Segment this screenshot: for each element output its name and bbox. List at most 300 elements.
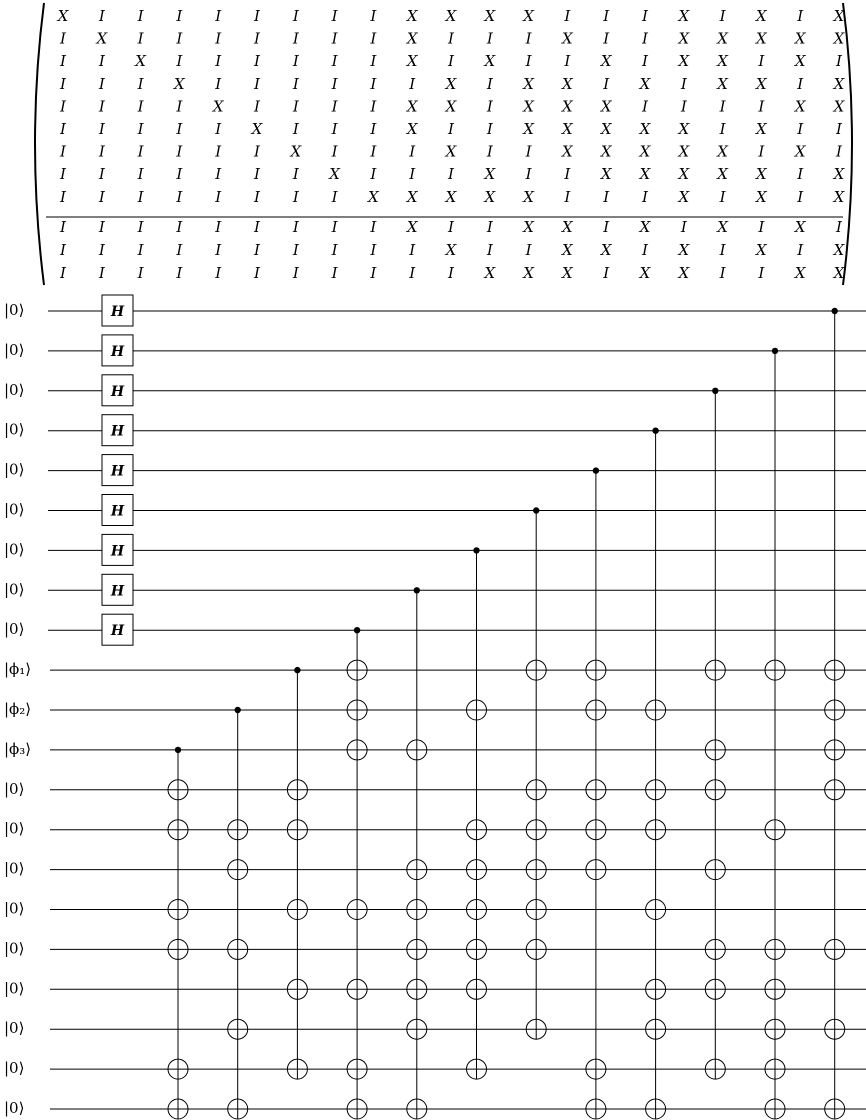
matrix-entry: I [176,97,183,116]
matrix-entry: I [137,165,144,184]
control-dot [175,747,181,753]
target-oplus [646,820,666,840]
matrix-entry: I [719,120,726,138]
target-oplus [646,1019,666,1039]
target-oplus [705,740,725,760]
matrix-entry: X [445,7,457,25]
matrix-entry: X [523,218,534,236]
matrix-entry: I [98,218,105,236]
hadamard-gate-label: H [110,543,125,560]
target-oplus [407,860,427,880]
matrix-entry: X [600,165,612,184]
matrix-entry: I [60,120,66,138]
matrix-entry: X [833,264,845,282]
matrix-entry: I [603,7,610,25]
matrix-entry: I [486,218,493,236]
matrix-entry: I [331,29,338,48]
matrix-entry: X [484,52,496,71]
matrix-entry: X [523,7,534,25]
matrix-entry: I [215,165,222,184]
matrix-entry: I [603,29,610,48]
matrix-entry: X [833,97,845,116]
hadamard-gate-label: H [110,463,125,480]
target-oplus [705,979,725,999]
matrix-entry: I [370,97,377,116]
matrix-entry: I [758,52,765,71]
matrix-entry: I [758,218,765,236]
qubit-label: |0⟩ [4,500,25,519]
matrix-entry: I [215,187,222,206]
target-oplus [526,900,546,920]
qubit-label: |0⟩ [4,899,25,918]
matrix-entry: X [406,29,418,48]
cnot-gate [168,747,188,1119]
target-oplus [467,900,487,920]
target-oplus [526,660,546,680]
target-oplus [765,939,785,959]
target-oplus [765,1019,785,1039]
target-oplus [407,939,427,959]
matrix-right-paren [843,3,852,285]
qubit-label: |ϕ₃⟩ [4,739,32,758]
matrix-entry: I [292,97,299,116]
qubit-label: |0⟩ [4,620,25,639]
matrix-entry: I [680,74,687,93]
matrix-entry: I [680,218,687,236]
matrix-row [59,97,846,115]
matrix-entry: X [756,120,767,138]
matrix-entry: X [678,120,690,138]
matrix-entry: X [562,120,573,138]
matrix-entry: X [406,7,418,25]
matrix-entry: X [639,264,651,282]
matrix-entry: I [680,97,687,116]
matrix-row [59,165,846,183]
control-dot [414,587,420,593]
matrix-entry: X [523,120,534,138]
target-oplus [347,660,367,680]
target-oplus [586,1099,606,1119]
matrix-entry: I [60,142,66,161]
target-oplus [228,860,248,880]
matrix-left-paren [35,3,44,285]
matrix-entry: X [794,29,806,48]
matrix-entry: I [98,187,105,206]
target-oplus [765,660,785,680]
matrix-entry: I [486,241,493,259]
target-oplus [467,979,487,999]
matrix-entry: I [60,264,66,282]
qubit-label: |0⟩ [4,380,25,399]
target-oplus [287,900,307,920]
matrix-entry: X [135,52,146,71]
qubit-label: |0⟩ [4,1059,25,1078]
matrix-entry: X [717,218,728,236]
matrix-entry: X [600,241,612,259]
target-oplus [586,660,606,680]
target-oplus [407,1099,427,1119]
control-dot [593,467,599,473]
matrix-entry: I [836,142,842,161]
target-oplus [586,780,606,800]
matrix-entry: I [486,142,493,161]
target-oplus [347,1099,367,1119]
matrix-entry: X [290,142,302,161]
matrix-entry: X [523,187,534,206]
matrix-entry: X [717,29,728,48]
qubit-label: |0⟩ [4,1019,25,1038]
target-oplus [825,1019,845,1039]
matrix-entry: I [409,142,416,161]
matrix-entry: X [562,97,573,116]
matrix-entry: I [137,264,144,282]
matrix-entry: I [215,120,222,138]
matrix-entry: X [600,142,612,161]
matrix-entry: I [60,241,66,259]
matrix-entry: I [370,120,377,138]
matrix-entry: I [254,7,260,25]
matrix-entry: I [176,241,183,259]
matrix-entry: X [833,74,845,93]
matrix-entry: I [370,241,377,259]
cnot-gate [765,348,785,1119]
cnot-gate [467,547,487,1079]
matrix-entry: X [523,264,534,282]
quantum-circuit [4,295,866,1119]
control-dot [294,667,300,673]
matrix-entry: X [833,165,845,184]
matrix-entry: I [370,7,377,25]
hadamard-gate-label: H [110,304,125,320]
matrix-entry: I [331,218,338,236]
matrix-entry: I [98,264,105,282]
control-dot [832,308,838,314]
target-oplus [705,860,725,880]
control-dot [473,547,479,553]
matrix-entry: I [603,74,610,93]
matrix-entry: I [448,120,454,138]
matrix-entry: X [406,52,418,71]
matrix-entry: I [215,74,222,93]
matrix-entry: I [215,52,222,71]
cnot-gate [228,707,248,1119]
cnot-gate [646,428,666,1120]
matrix-entry: X [756,74,767,93]
matrix-entry: I [254,264,260,282]
matrix-entry: I [292,29,299,48]
target-oplus [168,900,188,920]
target-oplus [526,1019,546,1039]
matrix-entry: X [406,97,418,116]
matrix-entry: I [448,29,454,48]
matrix-entry: I [215,7,222,25]
target-oplus [825,939,845,959]
matrix-entry: I [98,120,105,138]
target-oplus [825,700,845,720]
control-dot [652,428,658,434]
matrix-entry: I [370,52,377,71]
matrix-entry: X [639,218,651,236]
matrix-entry: I [137,120,144,138]
matrix-entry: I [292,187,299,206]
matrix-entry: X [600,97,612,116]
matrix-entry: I [331,74,338,93]
matrix-entry: X [756,241,767,259]
matrix-entry: I [215,29,222,48]
matrix-entry: X [562,29,573,48]
target-oplus [705,780,725,800]
matrix-entry: I [137,187,144,206]
matrix-entry: X [562,264,573,282]
target-oplus [168,780,188,800]
matrix-row [57,7,846,25]
target-oplus [586,1059,606,1079]
target-oplus [407,1019,427,1039]
matrix-entry: X [678,52,690,71]
matrix-entry: I [292,7,299,25]
matrix-entry: I [448,165,454,184]
matrix-entry: I [758,97,765,116]
matrix-entry: I [564,165,571,184]
matrix-entry: I [60,29,66,48]
target-oplus [765,979,785,999]
qubit-label: |0⟩ [4,939,25,958]
matrix-entry: X [600,52,612,71]
matrix-entry: I [215,241,222,259]
target-oplus [287,979,307,999]
matrix-entry: I [215,218,222,236]
matrix-entry: X [445,142,457,161]
target-oplus [287,780,307,800]
matrix-entry: X [445,97,457,116]
matrix-entry: X [96,29,108,48]
matrix-entry: X [678,7,690,25]
matrix-entry: I [486,29,493,48]
matrix-entry: X [756,29,767,48]
matrix-entry: I [409,264,416,282]
target-oplus [168,820,188,840]
cnot-gate [526,507,546,1039]
matrix-entry: X [251,120,263,138]
matrix-entry: X [756,187,767,206]
matrix-row [59,264,846,282]
matrix-entry: I [98,52,105,71]
matrix-entry: I [254,187,260,206]
matrix-entry: I [797,74,804,93]
matrix-row [59,30,846,48]
matrix-entry: I [176,120,183,138]
matrix-entry: I [60,52,66,71]
cnot-gate [407,587,427,1119]
matrix-entry: I [370,218,377,236]
matrix-entry: X [678,264,690,282]
hadamard-gate-label: H [110,383,125,400]
matrix-entry: X [484,165,496,184]
matrix-entry: X [484,7,496,25]
matrix-entry: I [292,241,299,259]
matrix-entry: X [174,74,185,93]
control-dot [772,348,778,354]
qubit-label: |ϕ₁⟩ [4,660,32,679]
matrix-entry: I [525,241,532,259]
target-oplus [765,820,785,840]
matrix-entry: X [678,29,690,48]
matrix-entry: I [603,218,610,236]
matrix-entry: I [215,264,222,282]
matrix-entry: X [794,97,806,116]
matrix-entry: X [639,165,651,184]
matrix-entry: I [642,52,648,71]
matrix-entry: X [445,241,457,259]
matrix-entry: X [717,165,728,184]
matrix-entry: X [756,165,767,184]
matrix-entry: I [137,97,144,116]
matrix-entry: I [797,7,804,25]
matrix-entry: X [756,7,767,25]
matrix-entry: I [331,120,338,138]
matrix-entry: I [409,241,416,259]
matrix-entry: X [833,241,845,259]
matrix-entry: I [486,97,493,116]
matrix-entry: I [60,74,66,93]
matrix-entry: X [794,218,806,236]
qubit-label: |0⟩ [4,979,25,998]
target-oplus [467,1059,487,1079]
matrix-entry: I [758,142,765,161]
target-oplus [646,1099,666,1119]
matrix-entry: X [406,218,418,236]
target-oplus [228,1019,248,1039]
target-oplus [526,939,546,959]
matrix-entry: X [406,187,418,206]
matrix-entry: X [639,120,651,138]
stabilizer-matrix [35,3,852,285]
cnot-gate [825,308,845,1119]
qubit-label: |0⟩ [4,779,25,798]
target-oplus [705,660,725,680]
matrix-entry: X [562,241,573,259]
qubit-label: |0⟩ [4,819,25,838]
matrix-entry: I [98,142,105,161]
target-oplus [347,979,367,999]
matrix-entry: X [523,97,534,116]
matrix-entry: I [98,241,105,259]
target-oplus [825,660,845,680]
matrix-entry: I [176,142,183,161]
matrix-entry: I [719,97,726,116]
matrix-entry: I [448,264,454,282]
qubit-label: |0⟩ [4,859,25,878]
target-oplus [347,700,367,720]
qubit-label: |0⟩ [4,460,25,479]
target-oplus [586,700,606,720]
control-dot [533,507,539,513]
matrix-entry: I [137,218,144,236]
matrix-entry: I [176,7,183,25]
target-oplus [228,1099,248,1119]
matrix-entry: I [448,218,454,236]
target-oplus [347,740,367,760]
matrix-entry: I [370,264,377,282]
matrix-entry: I [525,165,532,184]
matrix-entry: I [331,142,338,161]
matrix-row [59,75,846,93]
matrix-entry: X [833,187,845,206]
matrix-entry: I [525,52,532,71]
matrix-entry: X [833,29,845,48]
target-oplus [168,939,188,959]
matrix-entry: X [717,52,728,71]
matrix-entry: I [836,52,842,71]
matrix-entry: X [329,165,340,184]
matrix-entry: X [794,142,806,161]
matrix-entry: I [98,74,105,93]
matrix-entry: X [678,142,690,161]
matrix-entry: I [331,187,338,206]
matrix-entry: I [331,52,338,71]
matrix-entry: I [292,52,299,71]
matrix-entry: X [445,74,457,93]
target-oplus [168,1099,188,1119]
qubit-label: |0⟩ [4,580,25,599]
target-oplus [646,780,666,800]
matrix-entry: I [254,29,260,48]
matrix-entry: I [292,264,299,282]
target-oplus [646,900,666,920]
matrix-entry: I [564,187,571,206]
matrix-entry: I [176,29,183,48]
target-oplus [646,979,666,999]
matrix-entry: I [60,187,66,206]
matrix-entry: I [60,165,66,184]
matrix-entry: I [176,218,183,236]
matrix-entry: I [137,142,144,161]
target-oplus [467,939,487,959]
matrix-entry: I [486,74,493,93]
matrix-entry: I [176,52,183,71]
target-oplus [526,780,546,800]
matrix-entry: X [600,120,612,138]
matrix-entry: X [484,187,496,206]
cnot-gate [586,467,606,1119]
matrix-entry: X [484,264,496,282]
matrix-entry: I [370,74,377,93]
matrix-entry: X [368,187,379,206]
matrix-entry: I [758,264,765,282]
matrix-entry: I [292,165,299,184]
target-oplus [705,939,725,959]
matrix-entry: I [60,218,66,236]
target-oplus [287,1059,307,1079]
target-oplus [586,820,606,840]
matrix-entry: I [564,7,571,25]
matrix-entry: I [797,165,804,184]
matrix-entry: I [292,74,299,93]
matrix-entry: I [331,241,338,259]
matrix-entry: X [833,7,845,25]
matrix-entry: I [642,187,648,206]
qubit-label: |0⟩ [4,340,25,359]
qubit-label: |0⟩ [4,1099,25,1117]
matrix-entry: I [719,187,726,206]
matrix-entry: X [678,241,690,259]
target-oplus [705,1059,725,1079]
matrix-entry: I [60,97,66,116]
matrix-entry: I [215,142,222,161]
matrix-entry: I [331,264,338,282]
matrix-entry: I [370,29,377,48]
matrix-entry: I [331,97,338,116]
